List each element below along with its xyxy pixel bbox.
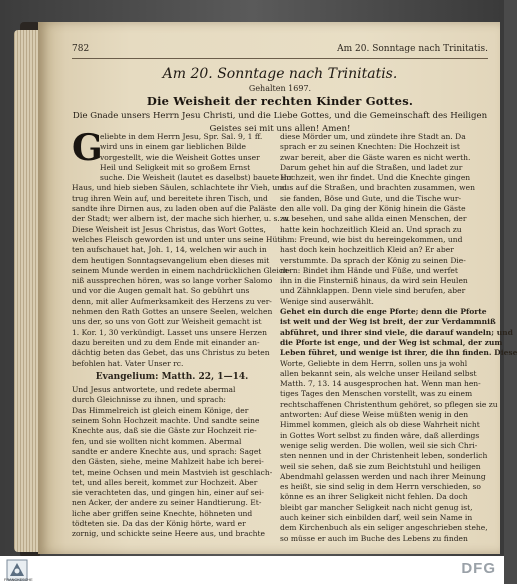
text-line: Und Jesus antwortete, und redete abermal <box>72 385 236 395</box>
text-line: vorgestellt, wie die Weisheit Gottes unser <box>100 152 260 162</box>
text-line: Heil und Seligkeit mit so großem Ernst <box>100 162 251 172</box>
text-line: Darum gehet hin auf die Straßen, und ladet zur <box>280 162 463 172</box>
text-line: Knechte aus, daß sie die Gäste zur Hochzeit rie- <box>72 426 257 436</box>
text-line: der Stadt; wer albern ist, der mache sich hierher, u. s. w. <box>72 214 291 224</box>
text-line: trug ihren Wein auf, und bereitete ihren Tisch, und <box>72 193 268 203</box>
text-line: denn, mit aller Aufmerksamkeit des Herzens zu ver- <box>72 296 272 306</box>
text-line: den alle voll. Da ging der König hinein die Gäste <box>280 204 466 214</box>
page-title: Am 20. Sonntage nach Trinitatis. <box>162 66 398 82</box>
header-rule <box>72 58 488 59</box>
text-line: die Pforte ist enge, und der Weg ist schmal, der zum <box>280 337 503 347</box>
library-logo-text <box>4 578 33 582</box>
logo-text-line: FRANCKESCHE <box>4 578 33 582</box>
text-line: suche. Die Weisheit (lautet es daselbst) bauete ihr <box>100 173 293 183</box>
text-line: durch Gleichnisse zu ihnen, und sprach: <box>72 395 226 405</box>
text-line: den Gästen, siehe, meine Mahlzeit habe ich berei- <box>72 457 264 467</box>
footer-bar <box>0 556 504 584</box>
text-line: verstummte. Da sprach der König zu seinen Die- <box>280 255 466 265</box>
text-line: hast doch kein hochzeitlich Kleid an? Er aber <box>280 245 454 255</box>
text-line: welches Fleisch geworden ist und unter uns seine Hüt- <box>72 234 283 244</box>
text-line: seinem Munde werden in einem nachdrücklichen Gleich- <box>72 265 291 275</box>
text-line: sandte er andere Knechte aus, und sprach: Saget <box>72 446 262 456</box>
left-column <box>72 127 293 558</box>
text-line: auch keiner sich einbilden darf, weil sein Name in <box>280 512 473 522</box>
text-line: ihn in die Finsterniß hinaus, da wird sein Heulen <box>280 276 468 286</box>
text-line: es heißt, sie sind selig in dem Herrn verschieden, so <box>280 482 481 492</box>
text-line: sten nennen und in der Christenheit leben, sonderlich <box>280 451 488 461</box>
text-line: rechtschaffenen Christenthum gehöret, so pflegen sie zu <box>280 399 498 409</box>
text-line: wenige selig werden. Die wollen, weil sie sich Chri- <box>280 440 478 450</box>
text-line: aus auf die Straßen, und brachten zusammen, wen <box>280 183 475 193</box>
text-line: sprach er zu seinen Knechten: Die Hochzeit ist <box>280 142 460 152</box>
page-subtitle: Gehalten 1697. <box>248 84 312 93</box>
text-line: eliebte in dem Herrn Jesu, Spr. Sal. 9, 1 ff. <box>100 132 263 141</box>
text-line: Hochzeit, wen ihr findet. Und die Knechte gingen <box>280 173 471 183</box>
text-line: diese Mörder um, und zündete ihre Stadt an. Da <box>280 132 466 141</box>
text-line: antworten: Auf diese Weise müßten wenig in den <box>280 410 469 420</box>
text-line: und vor die Augen gemalt hat. So gebührt uns <box>72 286 250 296</box>
text-line: ihm: Freund, wie bist du hereingekommen, und <box>280 234 463 244</box>
right-column <box>280 132 517 558</box>
text-line: niß aussprechen hören, was so lange vorher Salomo <box>72 276 273 286</box>
drop-cap: G <box>72 127 103 169</box>
text-line: so müsse er auch im Buche des Lebens zu finden <box>280 533 468 543</box>
text-line: Haus, und hieb sieben Säulen, schlachtete ihr Vieh, und <box>72 183 287 193</box>
text-line: ten aufschauet hat, Joh. 1, 14, welchen wir auch in <box>72 245 267 255</box>
text-line: zu besehen, und sahe allda einen Menschen, der <box>280 214 467 224</box>
text-line: Diese Weisheit ist Jesus Christus, das Wort Gottes, <box>72 224 266 234</box>
text-line: fen, und sie wollten nicht kommen. Abermal <box>72 436 242 446</box>
text-line: und Zähnklappen. Denn viele sind berufen, aber <box>280 286 466 296</box>
text-line: Das Himmelreich ist gleich einem Könige, der <box>72 405 249 415</box>
text-line: Wenige sind auserwählt. <box>280 296 374 306</box>
text-line: abführet, und ihrer sind viele, die darauf wandeln; und <box>280 327 513 337</box>
text-line: nen Acker, der andere zu seiner Handtierung. Et- <box>72 498 262 508</box>
text-line: Abendmahl gelassen werden und nach ihrer Meinung <box>280 471 486 481</box>
text-line: seinem Sohn Hochzeit machte. Und sandte seine <box>72 416 260 426</box>
text-line: Gehet ein durch die enge Pforte; denn die Pforte <box>280 307 487 317</box>
text-line: sie verachteten das, und gingen hin, einer auf sei- <box>72 488 264 498</box>
text-line: tödteten sie. Da das der König hörte, ward er <box>72 518 246 528</box>
text-line: nern: Bindet ihm Hände und Füße, und werfet <box>280 265 458 275</box>
text-line: nehmen den Rath Gottes an unsere Seelen, welchen <box>72 307 273 317</box>
text-line: allen bekannt sein, als welche unser Heiland selbst <box>280 368 477 378</box>
text-line: 1. Kor. 1, 30 verkündigt. Lasset uns unsere Herzen <box>72 327 267 337</box>
text-line: dazu bereiten und zu dem Ende mit einander an- <box>72 337 260 347</box>
text-line: wird uns in einem gar lieblichen Bilde <box>100 142 246 152</box>
text-line: tet, und alles bereit, kommet zur Hochzeit. Aber <box>72 477 258 487</box>
intro-line: Die Gnade unsers Herrn Jesu Christi, und die Liebe Gottes, und die Gemeinschaft des Heiligen <box>72 111 488 121</box>
text-line: befohlen hat. Vater Unser rc. <box>72 358 184 368</box>
text-line: sie fanden, Böse und Gute, und die Tische wur- <box>280 193 462 203</box>
text-line: dächtig beten das Gebet, das uns Christus zu beten <box>72 348 270 358</box>
dfg-logo: DFG <box>461 560 496 577</box>
text-line: ist weit und der Weg ist breit, der zur Verdammniß <box>280 317 496 327</box>
gospel-heading: Evangelium: Matth. 22, 1—14. <box>95 371 249 382</box>
page-number: 782 <box>72 44 90 54</box>
text-line: liche aber griffen seine Knechte, höhneten und <box>72 508 253 518</box>
text-line: sandte ihre Dirnen aus, zu laden oben auf die Paläste <box>72 204 277 214</box>
text-line: bleibt gar mancher Seligkeit nach nicht genug ist, <box>280 502 473 512</box>
text-line: Leben führet, und wenige ist ihrer, die ihn finden. Diese <box>280 348 517 358</box>
text-line: zornig, und schickte seine Heere aus, und brachte <box>72 529 266 539</box>
text-line: Matth. 7, 13. 14 ausgesprochen hat. Wenn man hen- <box>280 379 481 389</box>
running-title: Am 20. Sonntage nach Trinitatis. <box>337 44 488 54</box>
text-line: in Gottes Wort selbst zu finden wäre, daß allerdings <box>280 430 480 440</box>
text-line: tiges Tages den Menschen vorstellt, was zu einem <box>280 389 473 399</box>
text-line: könne es an ihrer Seligkeit nicht fehlen. Da doch <box>280 492 468 502</box>
text-line: tet, meine Ochsen und mein Mastvieh ist geschlach- <box>72 467 273 477</box>
running-header <box>72 44 488 58</box>
text-line: zwar bereit, aber die Gäste waren es nicht werth. <box>280 152 471 162</box>
intro-line: Geistes sei mit uns allen! Amen! <box>209 123 351 134</box>
text-line: uns der, so uns von Gott zur Weisheit gemacht ist <box>72 317 262 327</box>
text-line: hatte kein hochzeitlich Kleid an. Und sprach zu <box>280 224 462 234</box>
text-line: weil sie sehen, daß sie zum Beichtstuhl und heiligen <box>280 461 481 471</box>
sermon-title: Die Weisheit der rechten Kinder Gottes. <box>146 94 414 108</box>
text-line: dem heutigen Sonntagsevangelium eben dieses mit <box>72 255 270 265</box>
text-line: Himmel kommen, gleich als ob diese Wahrheit nicht <box>280 420 480 430</box>
text-line: Worte, Geliebte in dem Herrn, sollen uns ja wohl <box>280 358 468 368</box>
text-line: dem Kirchenbuch als ein seliger angeschrieben stehe, <box>280 523 488 533</box>
